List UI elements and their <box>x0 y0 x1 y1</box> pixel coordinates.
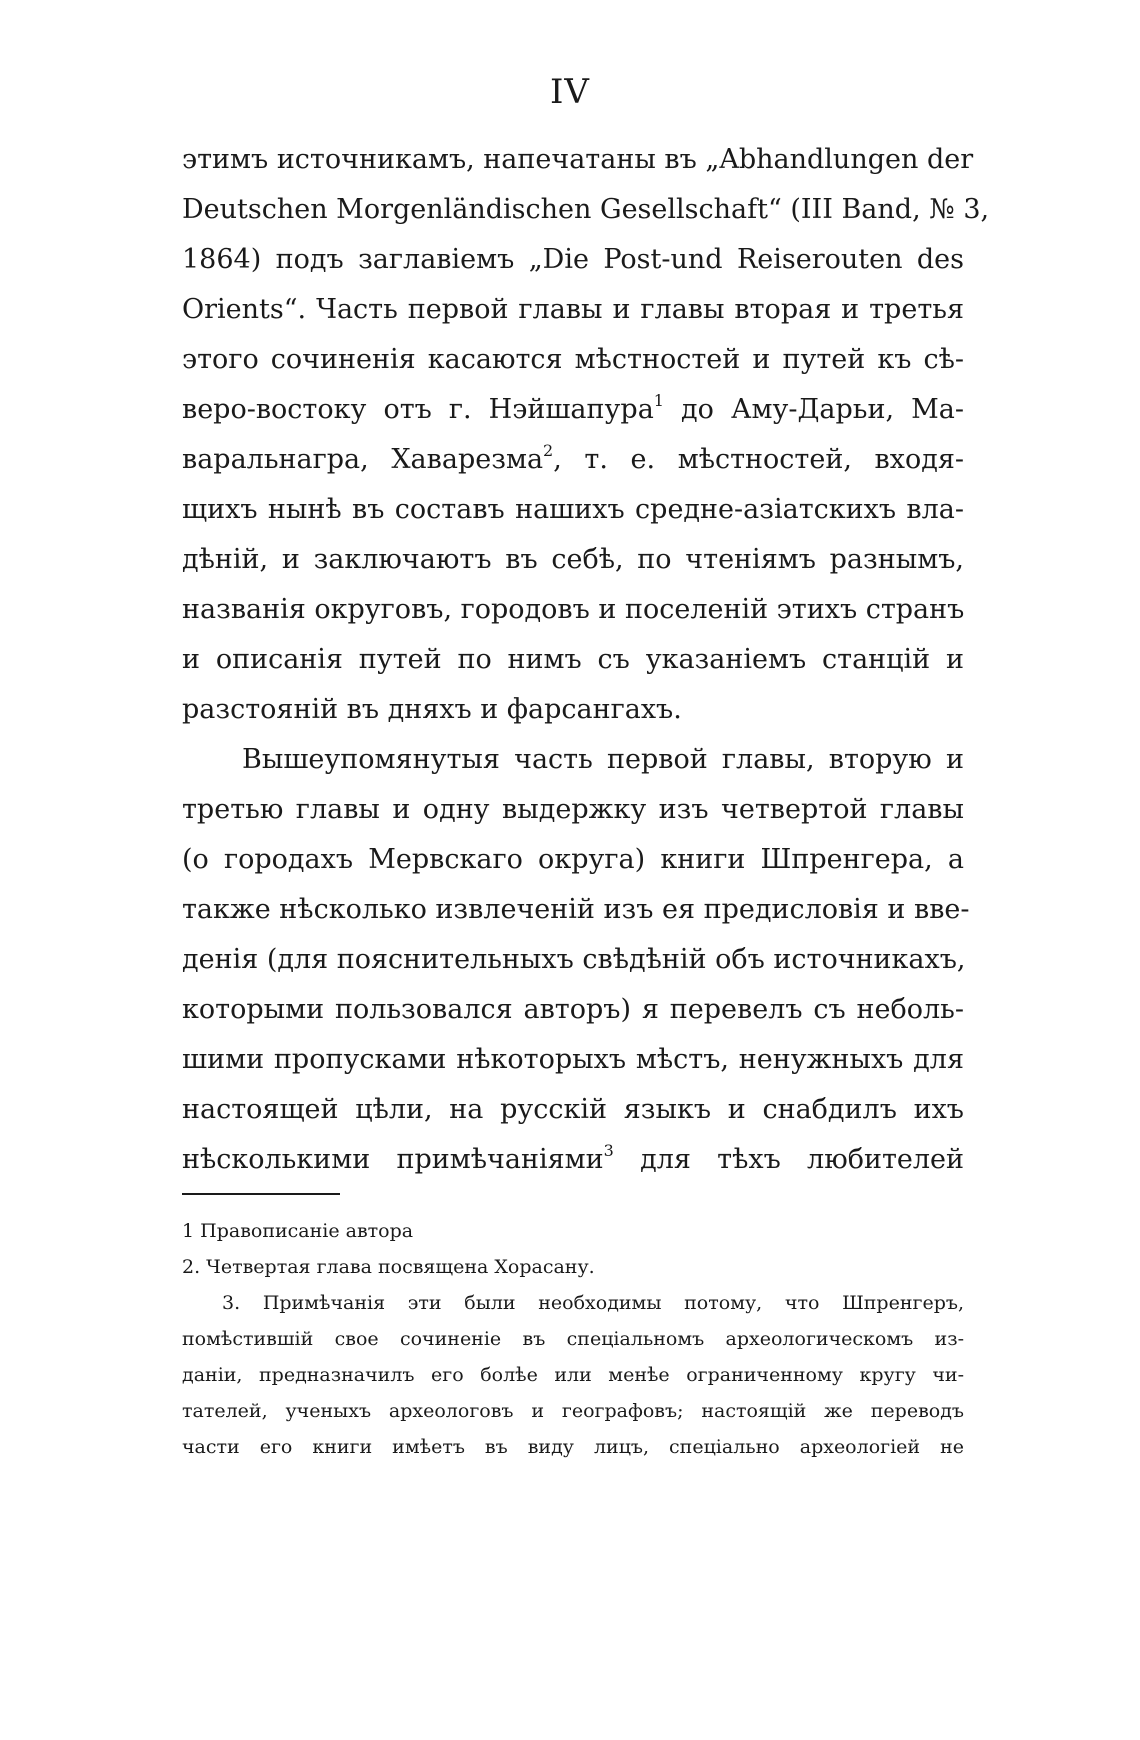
footnote-3-line: тателей, ученыхъ археологовъ и географовъ; настоящій же переводъ <box>182 1400 964 1422</box>
footnote-3: 3. Примѣчанія эти были необходимы потому, что Шпренгеръ, <box>222 1292 964 1314</box>
text-segment: нѣсколькими примѣчаніями <box>182 1144 604 1175</box>
footnotes <box>182 1213 964 1465</box>
footnote-ref: 3 <box>603 1141 614 1160</box>
text-line: настоящей цѣли, на русскій языкъ и снабдилъ ихъ <box>182 1094 964 1125</box>
text-line: Вышеупомянутыя часть первой главы, вторую и <box>242 744 964 775</box>
page-number: IV <box>550 72 590 112</box>
footnote-ref: 1 <box>653 391 664 410</box>
text-line <box>182 435 964 485</box>
footnote-2: 2. Четвертая глава посвящена Хорасану. <box>182 1256 595 1278</box>
text-line: щихъ нынѣ въ составъ нашихъ средне-азіатскихъ вла- <box>182 494 964 525</box>
text-segment: веро-востоку отъ г. Нэйшапура <box>182 394 654 425</box>
footnote-3-line: помѣстившій свое сочиненіе въ спеціальномъ археологическомъ из- <box>182 1328 964 1350</box>
footnote-1: 1 Правописаніе автора <box>182 1220 414 1242</box>
text-line: этимъ источникамъ, напечатаны въ „Abhandlungen der <box>182 144 974 175</box>
text-segment: , т. е. мѣстностей, входя- <box>553 444 964 475</box>
text-line: Deutschen Morgenländischen Gesellschaft“ (III Band, № 3, <box>182 194 990 225</box>
footnote-3-line: части его книги имѣетъ въ виду лицъ, спеціально археологіей не <box>182 1436 964 1458</box>
text-segment: варальнагра, Хаварезма <box>182 444 544 475</box>
text-line: третью главы и одну выдержку изъ четвертой главы <box>182 794 964 825</box>
main-text <box>182 135 990 1185</box>
text-line: которыми пользовался авторъ) я перевелъ съ неболь- <box>182 994 964 1025</box>
text-line: Orients“. Часть первой главы и главы вторая и третья <box>182 294 964 325</box>
footnote-ref: 2 <box>543 441 554 460</box>
text-line <box>182 1135 964 1185</box>
text-line: названія округовъ, городовъ и поселеній этихъ странъ <box>182 594 965 625</box>
text-line: шими пропусками нѣкоторыхъ мѣстъ, ненужныхъ для <box>182 1044 964 1075</box>
text-line: разстояній въ дняхъ и фарсангахъ. <box>182 694 682 725</box>
text-line <box>182 385 964 435</box>
text-line: этого сочиненія касаются мѣстностей и путей къ сѣ- <box>182 344 964 375</box>
text-line: и описанія путей по нимъ съ указаніемъ станцій и <box>182 644 964 675</box>
text-segment: для тѣхъ любителей <box>613 1144 964 1175</box>
text-line: также нѣсколько извлеченій изъ ея предисловія и вве- <box>182 894 970 925</box>
text-line: (о городахъ Мервскаго округа) книги Шпренгера, а <box>182 844 964 875</box>
text-line: 1864) подъ заглавіемъ „Die Post-und Reiserouten des <box>182 244 964 275</box>
text-segment: до Аму-Дарьи, Ма- <box>663 394 964 425</box>
footnote-3-line: даніи, предназначилъ его болѣе или менѣе ограниченному кругу чи- <box>182 1364 964 1386</box>
footnote-divider <box>182 1193 340 1195</box>
text-line: денія (для пояснительныхъ свѣдѣній объ источникахъ, <box>182 944 966 975</box>
text-line: дѣній, и заключаютъ въ себѣ, по чтеніямъ разнымъ, <box>182 544 964 575</box>
